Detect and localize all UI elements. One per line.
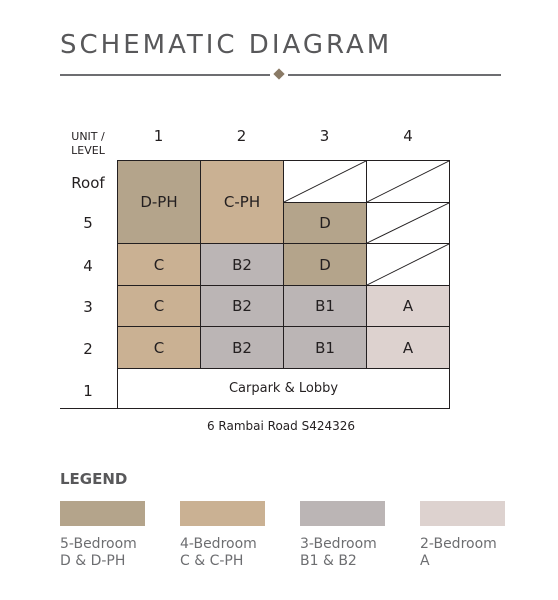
legend-item-units: A [420,553,430,569]
legend-item-type: 5-Bedroom [60,536,137,552]
unit-cell-u2-l3 [200,285,284,327]
void-slash-icon [367,161,449,202]
unit-cell-label: C [153,338,165,357]
unit-c-ph-label: C-PH [223,193,261,211]
unit-d-ph-label: D-PH [140,193,178,211]
void-cell-u4-l5 [366,202,450,244]
unit-cell-u1-l3 [117,285,201,327]
legend-item-type: 3-Bedroom [300,536,377,552]
unit-2-header: 2 [236,127,247,145]
unit-cell-u3-l2 [283,326,367,369]
level-2-label: 2 [83,340,93,358]
void-cell-u3-roof [283,160,367,203]
unit-cell-u3-l5 [283,202,367,244]
legend-title: LEGEND [60,470,128,488]
legend-swatch-2-bedroom [420,501,505,526]
unit-cell-label: B1 [315,338,335,357]
unit-cell-label: B1 [315,297,335,315]
level-header-label: LEVEL [71,144,105,157]
legend-item-type: 2-Bedroom [420,536,497,552]
void-slash-icon [367,244,449,285]
legend-text-5-bedroom [60,536,137,570]
unit-header-label: UNIT / [71,130,105,143]
unit-cell-u4-l3 [366,285,450,327]
unit-cell-label: D [319,255,331,274]
address-label: 6 Rambai Road S424326 [206,419,356,433]
legend-text-2-bedroom [420,536,497,570]
carpark-lobby-cell [117,368,450,409]
void-slash-icon [367,203,449,243]
level-roof-label: Roof [71,174,105,192]
unit-3-header: 3 [319,127,330,145]
unit-1-header: 1 [153,127,164,145]
unit-4-header: 4 [403,127,413,145]
diamond-ornament-icon [273,68,284,79]
void-slash-icon [284,161,366,202]
unit-level-header [60,130,116,158]
unit-cell-label: B2 [232,297,252,315]
unit-cell-label: A [402,297,414,315]
unit-cell-u2-l4 [200,243,284,286]
title-rule-left [60,74,270,76]
unit-cell-u1-l2 [117,326,201,369]
unit-cell-u3-l3 [283,285,367,327]
unit-d-ph-cell [117,160,201,244]
unit-cell-label: C [153,297,165,315]
legend-swatch-4-bedroom [180,501,265,526]
unit-cell-label: B2 [232,255,252,274]
void-cell-u4-roof [366,160,450,203]
unit-cell-label: B2 [232,338,252,357]
level-5-label: 5 [83,214,93,232]
ground-line [60,408,450,409]
unit-c-ph-cell [200,160,284,244]
void-cell-u4-l4 [366,243,450,286]
carpark-lobby-label: Carpark & Lobby [228,381,339,396]
title-rule-right [288,74,501,76]
legend-item-units: C & C-PH [180,553,244,569]
legend-item-units: B1 & B2 [300,553,357,569]
legend-text-3-bedroom [300,536,377,570]
page-title: SCHEMATIC DIAGRAM [60,30,393,60]
unit-cell-u4-l2 [366,326,450,369]
level-3-label: 3 [83,298,93,316]
legend-text-4-bedroom [180,536,257,570]
legend-item-units: D & D-PH [60,553,126,569]
unit-cell-u1-l4 [117,243,201,286]
unit-cell-u2-l2 [200,326,284,369]
unit-cell-u3-l4 [283,243,367,286]
level-1-label: 1 [83,382,93,400]
unit-cell-label: D [319,214,331,232]
legend-swatch-5-bedroom [60,501,145,526]
legend-swatch-3-bedroom [300,501,385,526]
unit-cell-label: A [402,338,414,357]
legend-item-type: 4-Bedroom [180,536,257,552]
level-4-label: 4 [83,257,93,275]
unit-cell-label: C [153,255,165,274]
